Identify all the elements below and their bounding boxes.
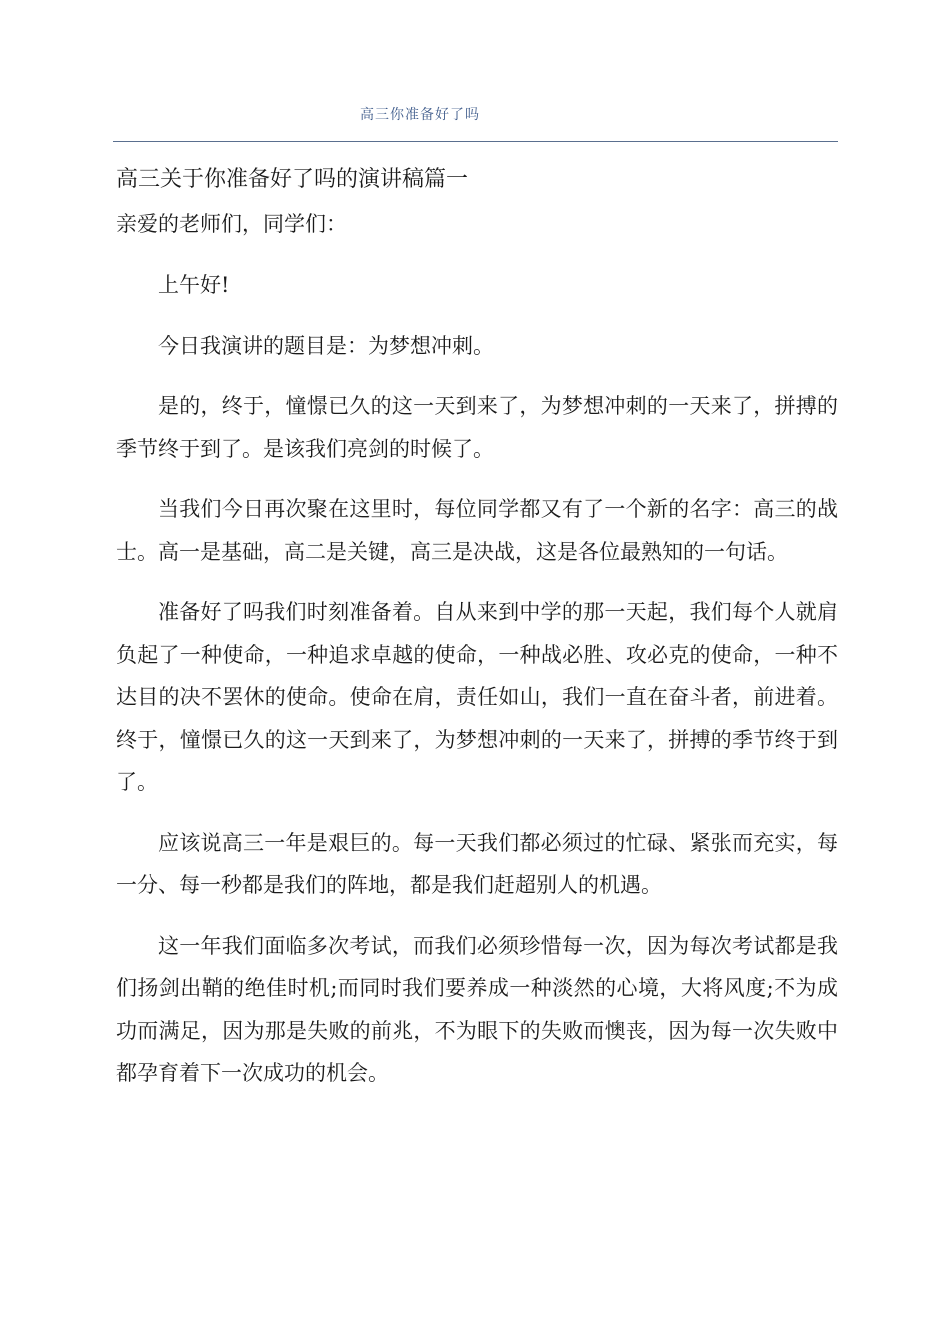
running-header: 高三你准备好了吗 xyxy=(360,107,480,123)
paragraph-greeting: 上午好! xyxy=(158,273,230,297)
header-divider xyxy=(113,141,838,142)
paragraph-topic: 今日我演讲的题目是：为梦想冲刺。 xyxy=(158,333,494,358)
document-body xyxy=(116,160,838,1095)
salutation: 亲爱的老师们，同学们： xyxy=(116,212,347,236)
paragraph: 是的，终于，憧憬已久的这一天到来了，为梦想冲刺的一天来了，拼搏的季节终于到了。是该我们亮剑的时候了。 xyxy=(116,394,838,461)
paragraph: 准备好了吗我们时刻准备着。自从来到中学的那一天起，我们每个人就肩负起了一种使命，一种追求卓越的使命，一种战必胜、攻必克的使命，一种不达目的决不罢休的使命。使命在肩，责任如山，我们一直在奋斗者，前进着。终于，憧憬已久的这一天到来了，为梦想冲刺的一天来了，拼搏的季节终于到了。 xyxy=(116,600,838,794)
paragraph: 应该说高三一年是艰巨的。每一天我们都必须过的忙碌、紧张而充实，每一分、每一秒都是我们的阵地，都是我们赶超别人的机遇。 xyxy=(116,830,838,897)
paragraph: 当我们今日再次聚在这里时，每位同学都又有了一个新的名字：高三的战士。高一是基础，高二是关键，高三是决战，这是各位最熟知的一句话。 xyxy=(116,497,838,564)
document-title: 高三关于你准备好了吗的演讲稿篇一 xyxy=(116,167,469,192)
paragraph: 这一年我们面临多次考试，而我们必须珍惜每一次，因为每次考试都是我们扬剑出鞘的绝佳时机;而同时我们要养成一种淡然的心境，大将风度;不为成功而满足，因为那是失败的前兆，不为眼下的失败而懊丧，因为每一次失败中都孕育着下一次成功的机会。 xyxy=(116,933,838,1085)
